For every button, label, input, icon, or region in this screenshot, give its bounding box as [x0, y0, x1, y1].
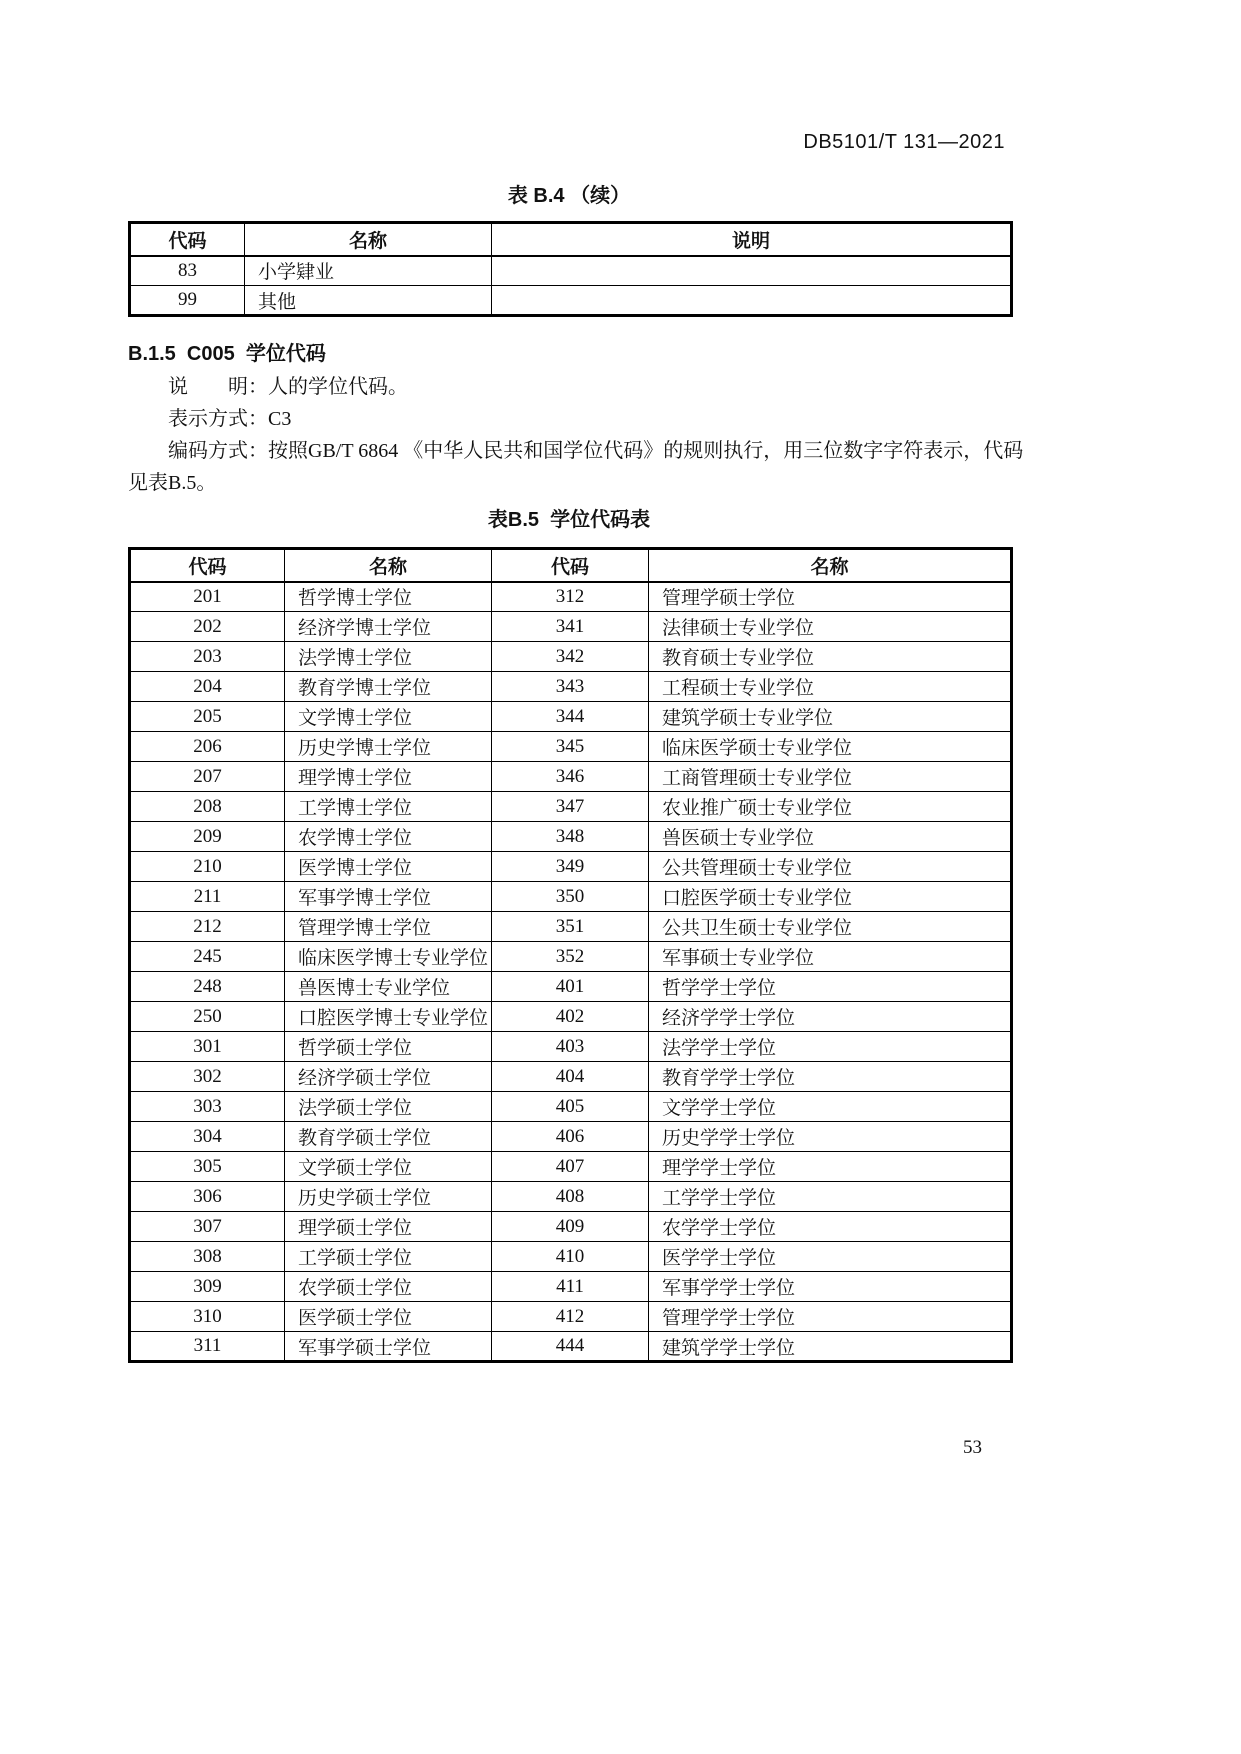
name-cell: 管理学博士学位 [285, 912, 492, 942]
code-cell: 211 [130, 882, 285, 912]
code-cell: 311 [130, 1332, 285, 1362]
code-cell: 409 [492, 1212, 649, 1242]
table-row [130, 642, 1012, 672]
table-row [130, 1242, 1012, 1272]
name-cell: 哲学博士学位 [285, 582, 492, 612]
name-cell: 法学学士学位 [649, 1032, 1012, 1062]
name-cell: 教育硕士专业学位 [649, 642, 1012, 672]
code-cell: 343 [492, 672, 649, 702]
code-cell: 83 [130, 256, 245, 286]
name-cell: 兽医硕士专业学位 [649, 822, 1012, 852]
table-row [130, 1032, 1012, 1062]
code-cell: 209 [130, 822, 285, 852]
name-cell: 经济学硕士学位 [285, 1062, 492, 1092]
name-cell: 理学博士学位 [285, 762, 492, 792]
code-cell: 302 [130, 1062, 285, 1092]
name-cell: 文学硕士学位 [285, 1152, 492, 1182]
code-cell: 312 [492, 582, 649, 612]
code-cell: 205 [130, 702, 285, 732]
tableB4 [128, 221, 1013, 317]
name-cell: 建筑学硕士专业学位 [649, 702, 1012, 732]
tableB5-title: 表B.5 学位代码表 [487, 509, 651, 531]
name-cell: 教育学学士学位 [649, 1062, 1012, 1092]
paragraph-line: 表示方式：C3 [168, 408, 292, 430]
code-cell: 304 [130, 1122, 285, 1152]
code-cell: 405 [492, 1092, 649, 1122]
name-cell: 哲学学士学位 [649, 972, 1012, 1002]
table-row [130, 822, 1012, 852]
code-cell: 408 [492, 1182, 649, 1212]
name-cell: 教育学硕士学位 [285, 1122, 492, 1152]
code-cell: 303 [130, 1092, 285, 1122]
table-row [130, 1332, 1012, 1362]
table-row [130, 702, 1012, 732]
code-cell: 301 [130, 1032, 285, 1062]
table-row [130, 1062, 1012, 1092]
name-cell: 小学肄业 [245, 256, 492, 286]
code-cell: 308 [130, 1242, 285, 1272]
code-cell: 351 [492, 912, 649, 942]
code-cell: 411 [492, 1272, 649, 1302]
document-number: DB5101/T 131—2021 [803, 131, 1005, 153]
code-cell: 203 [130, 642, 285, 672]
name-cell: 农业推广硕士专业学位 [649, 792, 1012, 822]
code-cell: 412 [492, 1302, 649, 1332]
name-cell: 军事学学士学位 [649, 1272, 1012, 1302]
code-cell: 201 [130, 582, 285, 612]
name-cell: 工学学士学位 [649, 1182, 1012, 1212]
tableB4-column-header: 代码 [130, 223, 245, 256]
table-row [130, 852, 1012, 882]
name-cell: 建筑学学士学位 [649, 1332, 1012, 1362]
code-cell: 202 [130, 612, 285, 642]
name-cell: 农学硕士学位 [285, 1272, 492, 1302]
code-cell: 207 [130, 762, 285, 792]
code-cell: 212 [130, 912, 285, 942]
name-cell: 医学学士学位 [649, 1242, 1012, 1272]
code-cell: 309 [130, 1272, 285, 1302]
table-row [130, 732, 1012, 762]
code-cell: 407 [492, 1152, 649, 1182]
table-row [130, 672, 1012, 702]
code-cell: 345 [492, 732, 649, 762]
tableB5-column-header: 名称 [285, 549, 492, 582]
table-row [130, 1182, 1012, 1212]
name-cell: 工程硕士专业学位 [649, 672, 1012, 702]
name-cell: 公共卫生硕士专业学位 [649, 912, 1012, 942]
paragraph-line: 说 明：人的学位代码。 [168, 376, 408, 398]
tableB5-column-header: 代码 [130, 549, 285, 582]
name-cell: 军事学硕士学位 [285, 1332, 492, 1362]
tableB4-title: 表 B.4 （续） [507, 185, 631, 207]
tableB4-column-header: 名称 [245, 223, 492, 256]
tableB5-column-header: 代码 [492, 549, 649, 582]
name-cell: 其他 [245, 286, 492, 316]
code-cell: 349 [492, 852, 649, 882]
name-cell: 工学硕士学位 [285, 1242, 492, 1272]
table-row [130, 1122, 1012, 1152]
table-row [130, 1002, 1012, 1032]
code-cell: 204 [130, 672, 285, 702]
tableB5-header-row [130, 549, 1012, 582]
table-row [130, 912, 1012, 942]
name-cell: 医学博士学位 [285, 852, 492, 882]
table-row [130, 1152, 1012, 1182]
description-cell [492, 256, 1012, 286]
tableB4-head [130, 223, 1012, 256]
table-row [130, 1212, 1012, 1242]
name-cell: 公共管理硕士专业学位 [649, 852, 1012, 882]
table-row [130, 762, 1012, 792]
name-cell: 经济学博士学位 [285, 612, 492, 642]
name-cell: 法学硕士学位 [285, 1092, 492, 1122]
name-cell: 经济学学士学位 [649, 1002, 1012, 1032]
table-row [130, 286, 1012, 316]
code-cell: 350 [492, 882, 649, 912]
code-cell: 348 [492, 822, 649, 852]
table-row [130, 1302, 1012, 1332]
table-row [130, 792, 1012, 822]
paragraph-line: 编码方式：按照GB/T 6864 《中华人民共和国学位代码》的规则执行，用三位数字字符表示，代码 [168, 440, 1024, 462]
name-cell: 教育学博士学位 [285, 672, 492, 702]
name-cell: 医学硕士学位 [285, 1302, 492, 1332]
section-heading: B.1.5 C005 学位代码 [128, 343, 326, 365]
name-cell: 文学博士学位 [285, 702, 492, 732]
name-cell: 理学硕士学位 [285, 1212, 492, 1242]
code-cell: 344 [492, 702, 649, 732]
name-cell: 文学学士学位 [649, 1092, 1012, 1122]
code-cell: 444 [492, 1332, 649, 1362]
name-cell: 历史学硕士学位 [285, 1182, 492, 1212]
table-row [130, 972, 1012, 1002]
name-cell: 法学博士学位 [285, 642, 492, 672]
tableB4-header-row [130, 223, 1012, 256]
table-row [130, 612, 1012, 642]
name-cell: 军事硕士专业学位 [649, 942, 1012, 972]
tableB5-column-header: 名称 [649, 549, 1012, 582]
code-cell: 306 [130, 1182, 285, 1212]
tableB4-body [130, 256, 1012, 316]
code-cell: 347 [492, 792, 649, 822]
code-cell: 406 [492, 1122, 649, 1152]
code-cell: 208 [130, 792, 285, 822]
code-cell: 403 [492, 1032, 649, 1062]
table-row [130, 1272, 1012, 1302]
code-cell: 245 [130, 942, 285, 972]
code-cell: 402 [492, 1002, 649, 1032]
page-number: 53 [963, 1437, 982, 1458]
code-cell: 307 [130, 1212, 285, 1242]
name-cell: 哲学硕士学位 [285, 1032, 492, 1062]
description-cell [492, 286, 1012, 316]
code-cell: 401 [492, 972, 649, 1002]
code-cell: 206 [130, 732, 285, 762]
name-cell: 工商管理硕士专业学位 [649, 762, 1012, 792]
table-row [130, 1092, 1012, 1122]
code-cell: 210 [130, 852, 285, 882]
code-cell: 341 [492, 612, 649, 642]
code-cell: 352 [492, 942, 649, 972]
code-cell: 310 [130, 1302, 285, 1332]
code-cell: 248 [130, 972, 285, 1002]
table-row [130, 882, 1012, 912]
name-cell: 临床医学硕士专业学位 [649, 732, 1012, 762]
code-cell: 99 [130, 286, 245, 316]
tableB5-body [130, 582, 1012, 1362]
name-cell: 兽医博士专业学位 [285, 972, 492, 1002]
name-cell: 法律硕士专业学位 [649, 612, 1012, 642]
section-paragraphs [128, 371, 1028, 499]
name-cell: 临床医学博士专业学位 [285, 942, 492, 972]
code-cell: 346 [492, 762, 649, 792]
name-cell: 农学学士学位 [649, 1212, 1012, 1242]
table-row [130, 256, 1012, 286]
name-cell: 历史学博士学位 [285, 732, 492, 762]
paragraph-line: 见表B.5。 [128, 472, 217, 494]
code-cell: 404 [492, 1062, 649, 1092]
name-cell: 口腔医学硕士专业学位 [649, 882, 1012, 912]
name-cell: 工学博士学位 [285, 792, 492, 822]
name-cell: 口腔医学博士专业学位 [285, 1002, 492, 1032]
name-cell: 管理学学士学位 [649, 1302, 1012, 1332]
name-cell: 农学博士学位 [285, 822, 492, 852]
name-cell: 历史学学士学位 [649, 1122, 1012, 1152]
table-row [130, 942, 1012, 972]
code-cell: 342 [492, 642, 649, 672]
name-cell: 理学学士学位 [649, 1152, 1012, 1182]
code-cell: 305 [130, 1152, 285, 1182]
table-row [130, 582, 1012, 612]
tableB5-head [130, 549, 1012, 582]
code-cell: 410 [492, 1242, 649, 1272]
code-cell: 250 [130, 1002, 285, 1032]
name-cell: 管理学硕士学位 [649, 582, 1012, 612]
name-cell: 军事学博士学位 [285, 882, 492, 912]
tableB4-column-header: 说明 [492, 223, 1012, 256]
tableB5 [128, 547, 1013, 1363]
